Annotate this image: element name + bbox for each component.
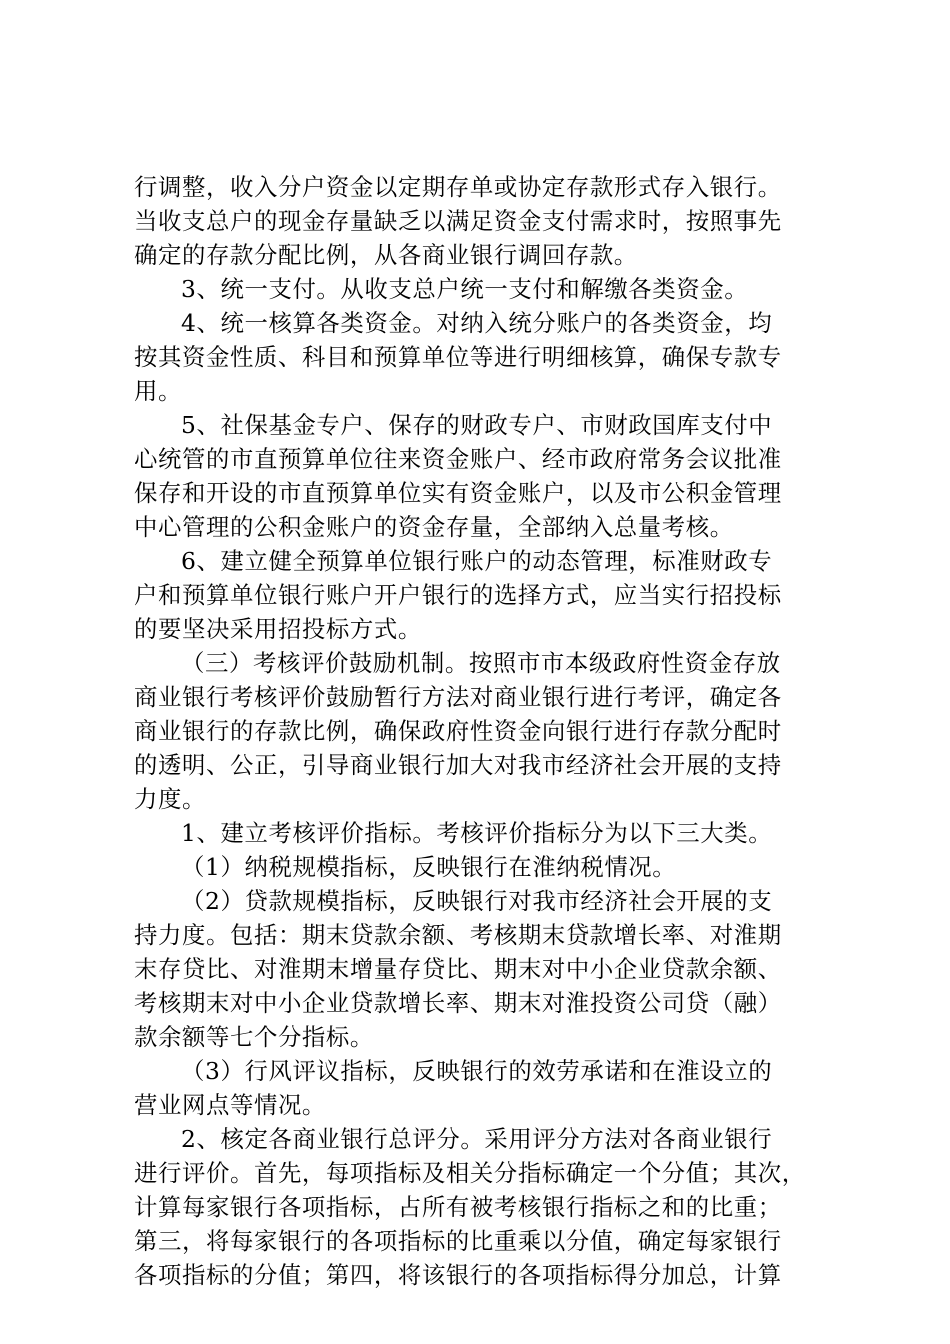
text-line: 6、建立健全预算单位银行账户的动态管理，标准财政专 xyxy=(181,547,773,575)
text-line: 各项指标的分值；第四，将该银行的各项指标得分加总，计算 xyxy=(134,1261,782,1289)
text-line: 末存贷比、对淮期末增量存贷比、期末对中小企业贷款余额、 xyxy=(134,955,782,983)
text-line: 3、统一支付。从收支总户统一支付和解缴各类资金。 xyxy=(181,275,749,303)
text-line: 第三，将每家银行的各项指标的比重乘以分值，确定每家银行 xyxy=(134,1227,782,1255)
text-line: （3）行风评议指标，反映银行的效劳承诺和在淮设立的 xyxy=(181,1057,773,1085)
text-line: 中心管理的公积金账户的资金存量，全部纳入总量考核。 xyxy=(134,513,734,541)
text-line: 4、统一核算各类资金。对纳入统分账户的各类资金，均 xyxy=(181,309,773,337)
text-line: 保存和开设的市直预算单位实有资金账户，以及市公积金管理 xyxy=(134,479,782,507)
text-line: 确定的存款分配比例，从各商业银行调回存款。 xyxy=(134,241,638,269)
text-line: 心统管的市直预算单位往来资金账户、经市政府常务会议批准 xyxy=(134,445,782,473)
text-line: 考核期末对中小企业贷款增长率、期末对淮投资公司贷（融） xyxy=(134,989,782,1017)
text-line: 按其资金性质、科目和预算单位等进行明细核算，确保专款专 xyxy=(134,343,782,371)
text-line: （2）贷款规模指标，反映银行对我市经济社会开展的支 xyxy=(181,887,773,915)
text-line: 力度。 xyxy=(134,785,206,813)
text-line: 户和预算单位银行账户开户银行的选择方式，应当实行招投标 xyxy=(134,581,782,609)
body-text xyxy=(134,170,834,1292)
text-line: 款余额等七个分指标。 xyxy=(134,1023,374,1051)
text-line: 进行评价。首先，每项指标及相关分指标确定一个分值；其次， xyxy=(134,1159,806,1187)
text-line: 2、核定各商业银行总评分。采用评分方法对各商业银行 xyxy=(181,1125,773,1153)
text-line: 营业网点等情况。 xyxy=(134,1091,326,1119)
text-line: 计算每家银行各项指标，占所有被考核银行指标之和的比重； xyxy=(134,1193,782,1221)
text-line: （三）考核评价鼓励机制。按照市市本级政府性资金存放 xyxy=(181,649,781,677)
text-line: 当收支总户的现金存量缺乏以满足资金支付需求时，按照事先 xyxy=(134,207,782,235)
text-line: 的透明、公正，引导商业银行加大对我市经济社会开展的支持 xyxy=(134,751,782,779)
text-line: 5、社保基金专户、保存的财政专户、市财政国库支付中 xyxy=(181,411,773,439)
text-line: 1、建立考核评价指标。考核评价指标分为以下三大类。 xyxy=(181,819,773,847)
text-line: 的要坚决采用招投标方式。 xyxy=(134,615,422,643)
text-line: 用。 xyxy=(134,377,182,405)
text-line: 商业银行考核评价鼓励暂行方法对商业银行进行考评，确定各 xyxy=(134,683,782,711)
text-line: 行调整，收入分户资金以定期存单或协定存款形式存入银行。 xyxy=(134,173,782,201)
text-line: 持力度。包括：期末贷款余额、考核期末贷款增长率、对淮期 xyxy=(134,921,782,949)
text-line: 商业银行的存款比例，确保政府性资金向银行进行存款分配时 xyxy=(134,717,782,745)
text-line: （1）纳税规模指标，反映银行在淮纳税情况。 xyxy=(181,853,677,881)
